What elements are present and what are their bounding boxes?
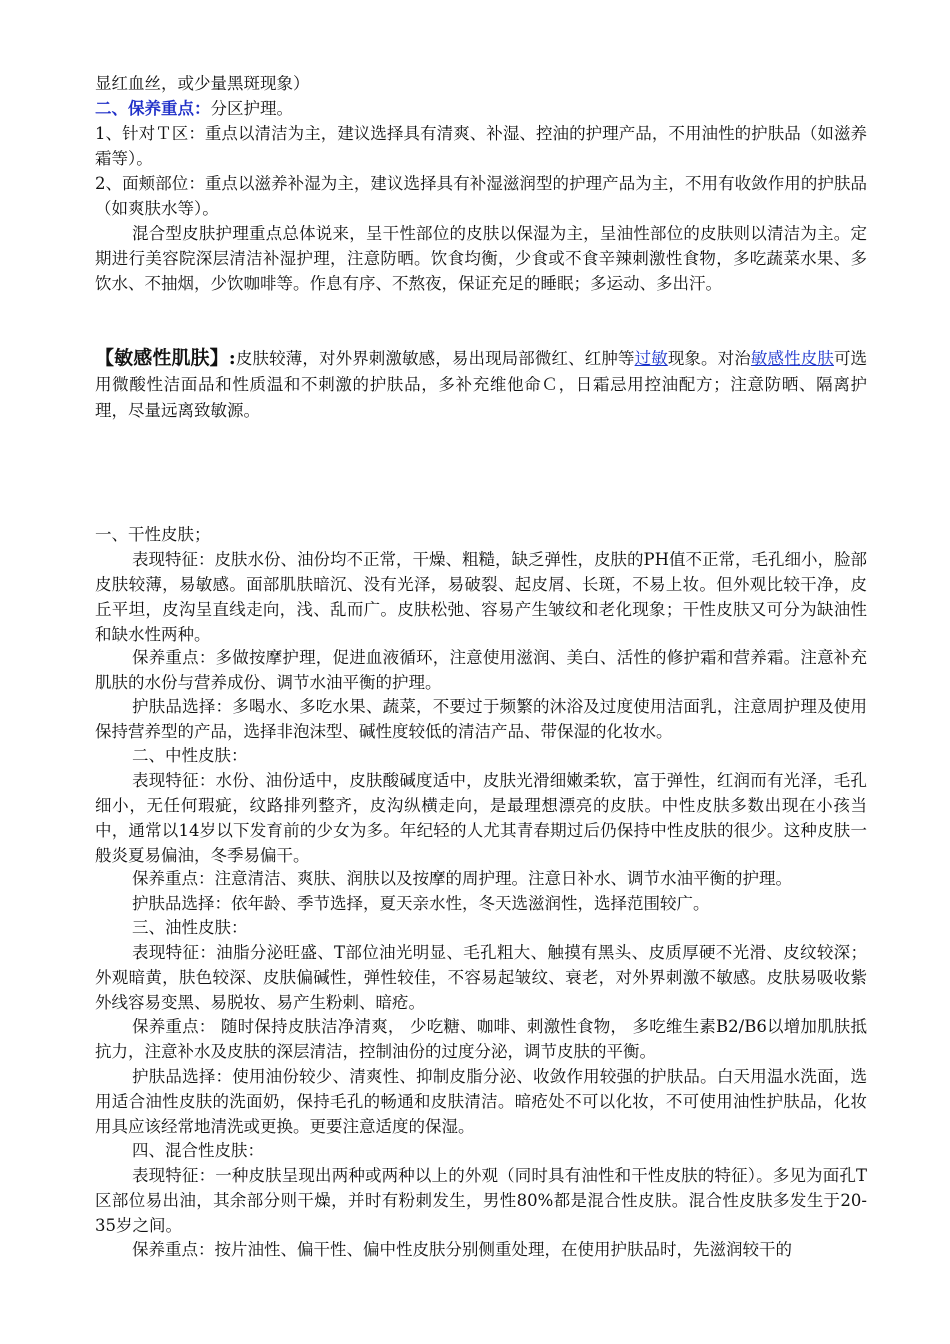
sensitive-text-1: 皮肤较薄，对外界刺激敏感，易出现局部微红、红肿等	[235, 349, 635, 368]
dry-skin-care: 保养重点：多做按摩护理，促进血液循环，注意使用滋润、美白、活性的修护霜和营养霜。注意补充肌肤的水份与营养成份、调节水油平衡的护理。	[95, 648, 867, 692]
mixed-skin-features: 表现特征：一种皮肤呈现出两种或两种以上的外观（同时具有油性和干性皮肤的特征）。多见为面孔T区部位易出油，其余部分则干燥，并时有粉刺发生，男性80%都是混合性皮肤。混合性皮肤多发生于20-35岁之间。	[95, 1166, 867, 1235]
dry-skin-features: 表现特征：皮肤水份、油份均不正常，干燥、粗糙，缺乏弹性，皮肤的PH值不正常，毛孔细小，脸部皮肤较薄，易敏感。面部肌肤暗沉、没有光泽，易破裂、起皮屑、长斑，不易上妆。但外观比较干净，皮丘平坦，皮沟呈直线走向，浅、乱而广。皮肤松弛、容易产生皱纹和老化现象；干性皮肤又可分为缺油性和缺水性两种。	[95, 550, 867, 644]
sensitive-skin-link[interactable]: 敏感性皮肤	[750, 349, 834, 368]
sensitive-text-3: 可选用微酸性洁面品和性质温和不刺激的护肤品，多补充维他命Ｃ，日霜忌用控油配方；注意防晒、隔离护理，尽量远离致敏源。	[95, 349, 868, 420]
mixed-summary-paragraph: 混合型皮肤护理重点总体说来，呈干性部位的皮肤以保湿为主，呈油性部位的皮肤则以清洁为主。定期进行美容院深层清洁补湿护理，注意防晒。饮食均衡，少食或不食辛辣刺激性食物，多吃蔬菜水果、多饮水、不抽烟，少饮咖啡等。作息有序、不熬夜，保证充足的睡眠；多运动、多出汗。	[95, 224, 867, 293]
t-zone-item: 1、针对Ｔ区：重点以清洁为主，建议选择具有清爽、补湿、控油的护理产品，不用油性的护肤品（如滋养霜等）。	[95, 124, 867, 168]
dry-skin-products: 护肤品选择：多喝水、多吃水果、蔬菜，不要过于频繁的沐浴及过度使用洁面乳，注意周护理及使用保持营养型的产品，选择非泡沫型、碱性度较低的清洁产品、带保湿的化妆水。	[95, 697, 867, 741]
care-heading-label: 二、保养重点：	[95, 99, 211, 118]
mixed-skin-title: 四、混合性皮肤：	[132, 1141, 264, 1160]
dry-skin-title: 一、干性皮肤；	[95, 525, 211, 544]
allergy-link[interactable]: 过敏	[634, 349, 668, 368]
cheek-item: 2、面颊部位：重点以滋养补湿为主，建议选择具有补湿滋润型的护理产品为主，不用有收敛作用的护肤品（如爽肤水等）。	[95, 174, 867, 218]
oily-skin-care: 保养重点： 随时保持皮肤洁净清爽， 少吃糖、咖啡、刺激性食物， 多吃维生素B2/B6以增加肌肤抵抗力，注意补水及皮肤的深层清洁，控制油份的过度分泌，调节皮肤的平衡。	[95, 1017, 867, 1061]
oily-skin-products: 护肤品选择：使用油份较少、清爽性、抑制皮脂分泌、收敛作用较强的护肤品。白天用温水洗面，选用适合油性皮肤的洗面奶，保持毛孔的畅通和皮肤清洁。暗疮处不可以化妆，不可使用油性护肤品，化妆用具应该经常地清洗或更换。更要注意适度的保湿。	[95, 1067, 867, 1136]
continuation-line: 显红血丝，或少量黑斑现象）	[95, 74, 310, 93]
care-heading-text: 分区护理。	[210, 99, 293, 118]
care-heading	[95, 96, 867, 121]
sensitive-skin-title: 【敏感性肌肤】:	[95, 347, 236, 369]
oily-skin-features: 表现特征：油脂分泌旺盛、T部位油光明显、毛孔粗大、触摸有黑头、皮质厚硬不光滑、皮纹较深；外观暗黄，肤色较深、皮肤偏碱性，弹性较佳，不容易起皱纹、衰老，对外界刺激不敏感。皮肤易吸收紫外线容易变黑、易脱妆、易产生粉刺、暗疮。	[95, 943, 867, 1012]
mixed-skin-care: 保养重点：按片油性、偏干性、偏中性皮肤分别侧重处理，在使用护肤品时，先滋润较干的	[132, 1240, 792, 1259]
oily-skin-title: 三、油性皮肤：	[132, 918, 248, 937]
sensitive-skin-paragraph	[95, 345, 867, 424]
neutral-skin-care: 保养重点：注意清洁、爽肤、润肤以及按摩的周护理。注意日补水、调节水油平衡的护理。	[132, 869, 792, 888]
neutral-skin-features: 表现特征：水份、油份适中，皮肤酸碱度适中，皮肤光滑细嫩柔软，富于弹性，红润而有光泽，毛孔细小，无任何瑕疵，纹路排列整齐，皮沟纵横走向，是最理想漂亮的皮肤。中性皮肤多数出现在小孩当中，通常以14岁以下发育前的少女为多。年纪轻的人尤其青春期过后仍保持中性皮肤的很少。这种皮肤一般炎夏易偏油，冬季易偏干。	[95, 771, 867, 865]
sensitive-text-2: 现象。对治	[667, 349, 751, 368]
neutral-skin-title: 二、中性皮肤：	[132, 746, 248, 765]
neutral-skin-products: 护肤品选择：依年龄、季节选择，夏天亲水性，冬天选滋润性，选择范围较广。	[132, 894, 710, 913]
